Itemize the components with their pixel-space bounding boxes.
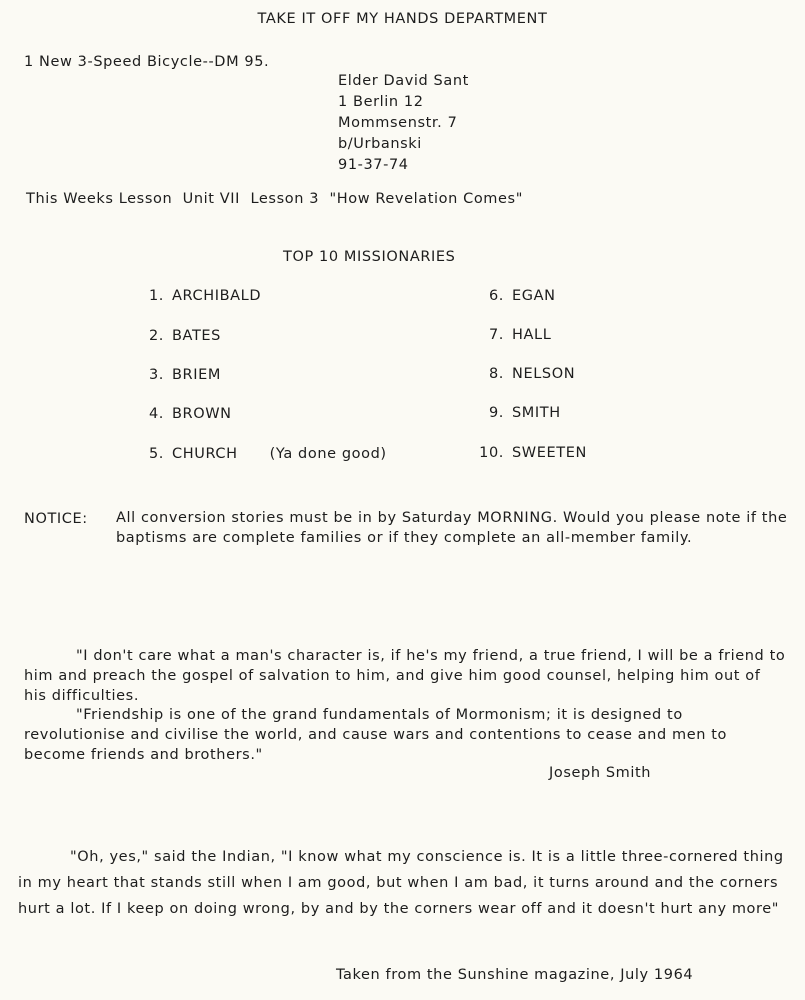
missionary-name: BROWN [172,406,232,422]
contact-name: Elder David Sant [338,73,469,89]
missionary-name: CHURCH [172,446,238,462]
missionary-name: HALL [512,327,552,343]
missionary-note: (Ya done good) [269,446,387,462]
missionary-name: SWEETEN [512,445,587,461]
notice-label: NOTICE: [24,511,88,527]
missionary-name: EGAN [512,288,556,304]
missionary-name: BATES [172,328,221,344]
quote-paragraph: "I don't care what a man's character is, if he's my friend, a true friend, I will be a friend to him and preach the gospel of salvation to him, and give him good counsel, helping him out of his difficulties. [24,648,786,704]
list-item: 9. SMITH [488,405,561,421]
missionary-name: ARCHIBALD [172,288,262,304]
weekly-lesson: This Weeks Lesson Unit VII Lesson 3 "How Revelation Comes" [26,191,523,207]
missionary-name: BRIEM [172,367,221,383]
quote-attribution: Joseph Smith [549,765,652,781]
notice-text: All conversion stories must be in by Saturday MORNING. Would you please note if the baptisms are complete families or if they complete an all-member family. [116,510,788,546]
contact-district: 1 Berlin 12 [338,94,424,110]
list-item: 8. NELSON [488,366,576,382]
list-item: 7. HALL [488,327,552,343]
contact-care-of: b/Urbanski [338,136,422,152]
page-title: TAKE IT OFF MY HANDS DEPARTMENT [257,11,548,27]
quote-paragraph: "Oh, yes," said the Indian, "I know what my conscience is. It is a little three-cornered thing in my heart that stands still when I am good, but when I am bad, it turns around and the corners hurt a lot. If I keep on doing wrong, by and by the corners wear off and it doesn't hurt any more" [18,849,784,917]
missionary-name: NELSON [512,366,576,382]
contact-street: Mommsenstr. 7 [338,115,458,131]
quote-source: Taken from the Sunshine magazine, July 1964 [336,967,694,983]
list-item: 5. CHURCH (Ya done good) [148,446,387,462]
classified-item: 1 New 3-Speed Bicycle--DM 95. [24,54,270,70]
missionary-name: SMITH [512,405,561,421]
list-item: 4. BROWN [148,406,232,422]
list-item: 10. SWEETEN [479,445,587,461]
list-item: 2. BATES [148,328,221,344]
top10-title: TOP 10 MISSIONARIES [283,249,456,265]
quote-paragraph: "Friendship is one of the grand fundamentals of Mormonism; it is designed to revolutionise and civilise the world, and cause wars and contentions to cease and men to become friends and brothers." [24,707,727,763]
list-item: 3. BRIEM [148,367,221,383]
contact-phone: 91-37-74 [338,157,409,173]
list-item: 1. ARCHIBALD [148,288,262,304]
list-item: 6. EGAN [488,288,556,304]
